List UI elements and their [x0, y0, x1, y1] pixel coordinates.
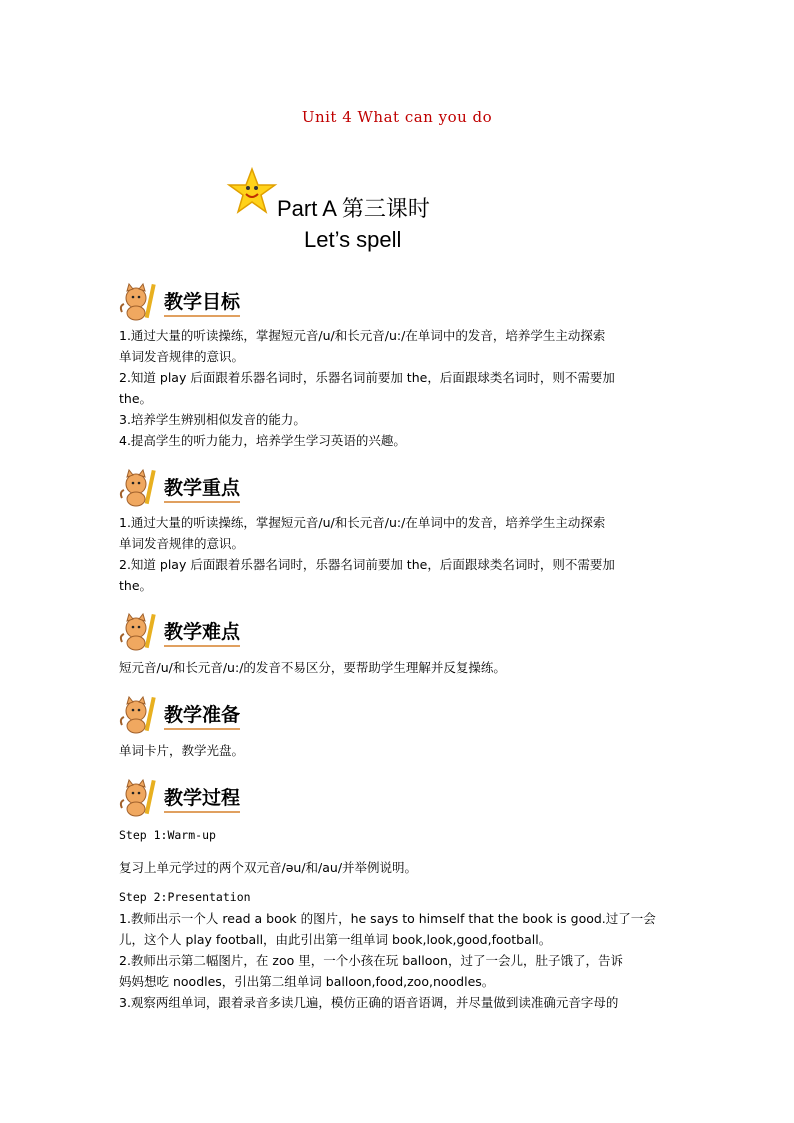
- text-line: 1.通过大量的听读操练，掌握短元音/u/和长元音/u:/在单词中的发音，培养学生主动探索: [119, 328, 606, 343]
- text-line: 2.知道 play 后面跟着乐器名词时，乐器名词前要加 the，后面跟球类名词时，则不需要加: [119, 370, 615, 385]
- text-line: 3.观察两组单词，跟着录音多读几遍，模仿正确的语音语调，并尽量做到读准确元音字母的: [119, 995, 619, 1010]
- section-title: 教学过程: [164, 783, 240, 813]
- preparation-text: [119, 740, 679, 761]
- unit-title: Unit 4 What can you do: [301, 108, 493, 126]
- text-line: 2.知道 play 后面跟着乐器名词时，乐器名词前要加 the，后面跟球类名词时，则不需要加: [119, 557, 615, 572]
- text-line: 2.教师出示第二幅图片，在 zoo 里，一个小孩在玩 balloon，过了一会儿，肚子饿了，告诉: [119, 953, 623, 968]
- text-line: 4.提高学生的听力能力，培养学生学习英语的兴趣。: [119, 433, 406, 448]
- section-header-difficulties: [118, 612, 240, 652]
- text-line: 儿，这个人 play football，由此引出第一组单词 book,look,good,football。: [119, 932, 552, 947]
- text-line: 妈妈想吃 noodles，引出第二组单词 balloon,food,zoo,noodles。: [119, 974, 495, 989]
- difficulties-text: [119, 657, 679, 678]
- section-header-key-points: [118, 468, 240, 508]
- smiling-star-icon: [226, 166, 278, 218]
- text-line: 单词发音规律的意识。: [119, 349, 245, 364]
- lesson-heading: Let’s spell: [304, 227, 402, 252]
- cat-pencil-icon: [118, 612, 162, 652]
- text-line: 复习上单元学过的两个双元音/əu/和/au/并举例说明。: [119, 860, 418, 875]
- section-header-preparation: [118, 695, 240, 735]
- step-heading: Step 2:Presentation: [119, 890, 251, 904]
- section-header-process: [118, 778, 240, 818]
- goals-text: [119, 325, 679, 451]
- text-line: 短元音/u/和长元音/u:/的发音不易区分，要帮助学生理解并反复操练。: [119, 660, 506, 675]
- process-step1-text: [119, 857, 679, 878]
- section-title: 教学难点: [164, 617, 240, 647]
- text-line: 1.通过大量的听读操练，掌握短元音/u/和长元音/u:/在单词中的发音，培养学生主动探索: [119, 515, 606, 530]
- section-title: 教学重点: [164, 473, 240, 503]
- section-title: 教学准备: [164, 700, 240, 730]
- part-heading: Part A 第三课时: [277, 196, 430, 221]
- key-points-text: [119, 512, 679, 596]
- section-header-goals: [118, 282, 240, 322]
- process-step2: [119, 887, 679, 1013]
- section-title: 教学目标: [164, 287, 240, 317]
- text-line: 单词发音规律的意识。: [119, 536, 245, 551]
- text-line: 3.培养学生辨别相似发音的能力。: [119, 412, 306, 427]
- text-line: 单词卡片，教学光盘。: [119, 743, 245, 758]
- cat-pencil-icon: [118, 468, 162, 508]
- text-line: the。: [119, 391, 153, 406]
- cat-pencil-icon: [118, 695, 162, 735]
- cat-pencil-icon: [118, 282, 162, 322]
- cat-pencil-icon: [118, 778, 162, 818]
- text-line: the。: [119, 578, 153, 593]
- step-heading: Step 1:Warm-up: [119, 828, 216, 842]
- text-line: 1.教师出示一个人 read a book 的图片，he says to himself that the book is good.过了一会: [119, 911, 656, 926]
- process-step1: [119, 825, 679, 846]
